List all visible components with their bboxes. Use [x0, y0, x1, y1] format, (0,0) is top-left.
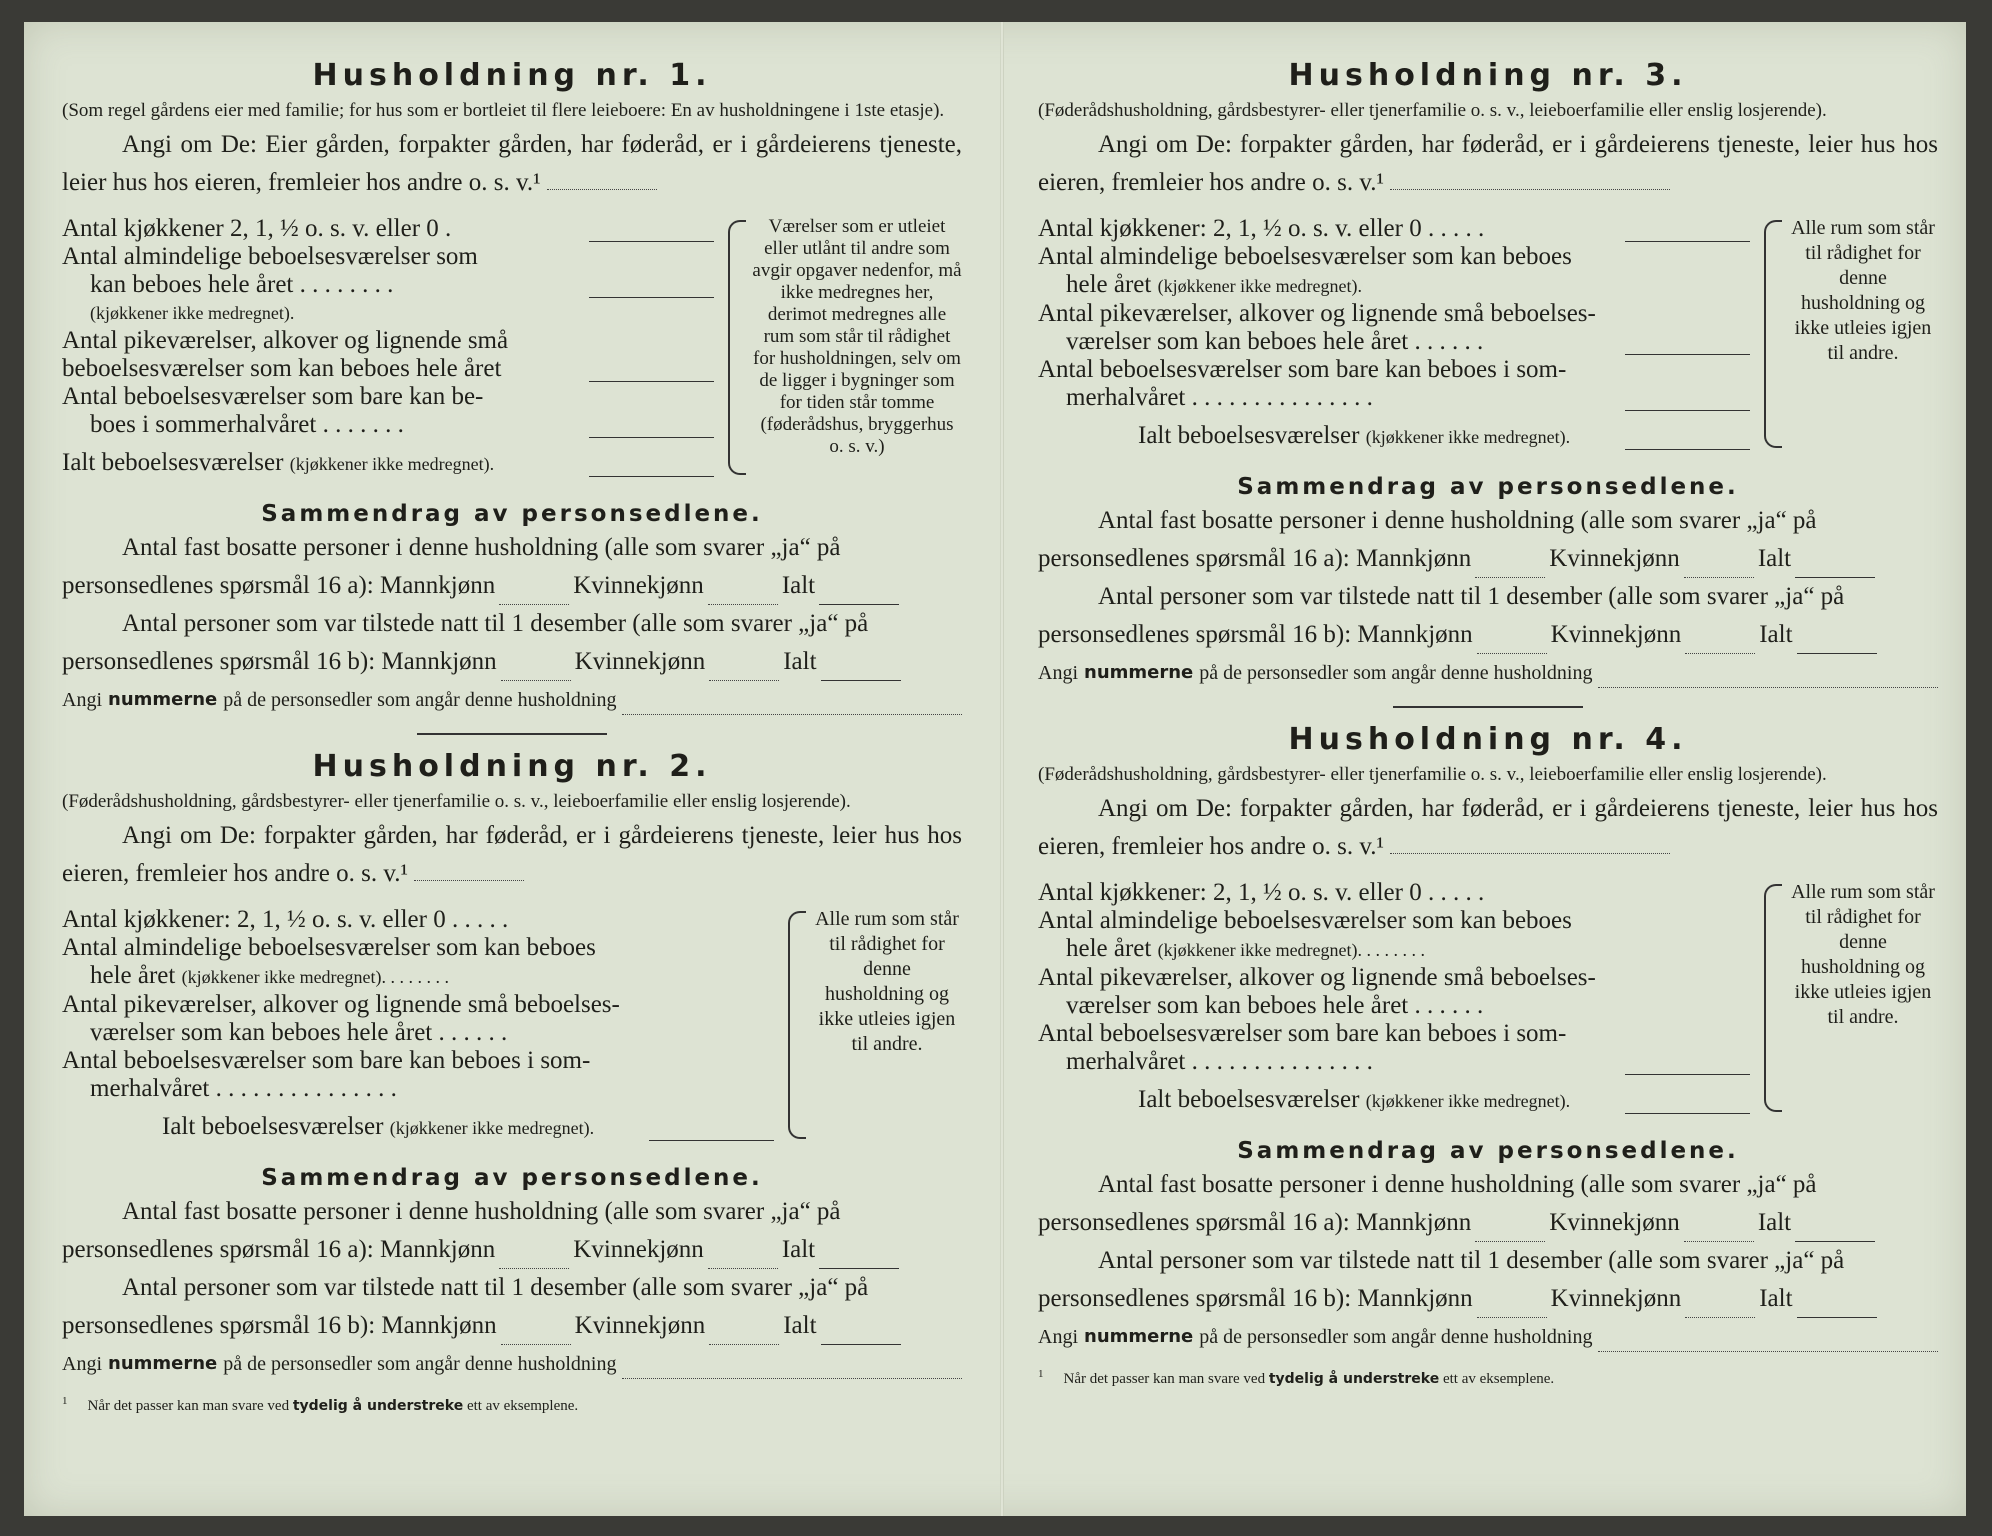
female-field[interactable]	[1685, 1301, 1755, 1318]
male-field[interactable]	[1475, 561, 1545, 578]
kitchens-field[interactable]	[589, 221, 714, 242]
footnote: $^1$ Når det passer kan man svare ved tydelig å understreke ett av eksemplene.	[62, 1395, 579, 1414]
angi-answer-field[interactable]	[1390, 835, 1670, 854]
female-field[interactable]	[1685, 637, 1755, 654]
total-field[interactable]	[819, 1248, 899, 1269]
total-rooms-field[interactable]	[1625, 1093, 1750, 1114]
total-field[interactable]	[819, 584, 899, 605]
angi-answer-field[interactable]	[547, 171, 657, 190]
male-field[interactable]	[501, 1328, 571, 1345]
female-field[interactable]	[708, 588, 778, 605]
total-field[interactable]	[1797, 1297, 1877, 1318]
summer-rooms-field[interactable]	[589, 417, 714, 438]
brace	[1764, 220, 1782, 448]
footnote: $^1$ Når det passer kan man svare ved tydelig å understreke ett av eksemplene.	[1038, 1368, 1555, 1387]
brace	[728, 220, 746, 475]
household-4: Husholdning nr. 4. (Føderådshusholdning, gårdsbestyrer- eller tjenerfamilie o. s. v., leieboerfamilie eller enslig losjerende). Angi om De: forpakter gården, har føderåd, er i gårdeierens tjeneste, leier hus hos eieren, fremleier hos andre o. s. v.¹ Antal kjøkkener: 2, 1, ½ o. s. v. eller 0 . . . . . Antal almindelige beboelsesværelser som kan beboes hele året (kjøkkener ikke medregnet). . . . . . . . Antal pikeværelser, alkover og lignende små beboelses- værelser som kan beboes hele året . . . . . . Antal beboelsesværelser som bare kan beboes i som- merhalvåret . . . . . . . . . . . . . . . Ialt beboelsesværelser (kjøkkener ikke medregnet). Alle rum som står til rådighet for denne husholdning og ikke utleies igjen til andre. Sammendrag av personsedlene. Antal fast bosatte personer i denne husholdning (alle som svarer „ja“ på personsedlenes spørsmål 16 a): Mannkjønn Kvinnekjønn Ialt Antal personer som var tilstede natt til 1 desember (alle som svarer „ja“ på personsedlenes spørsmål 16 b): Mannkjønn Kvinnekjønn Ialt Angi nummerne på de personsedler som angår denne husholdning	[1038, 722, 1938, 1352]
separator	[417, 733, 607, 735]
female-field[interactable]	[708, 1252, 778, 1269]
angi-answer-field[interactable]	[1390, 171, 1670, 190]
small-rooms-field[interactable]	[589, 361, 714, 382]
side-note: Alle rum som står til rådighet for denne husholdning og ikke utleies igjen til andre.	[1791, 881, 1935, 1028]
male-field[interactable]	[501, 664, 571, 681]
brace	[788, 911, 806, 1139]
household-1-title: Husholdning nr. 1.	[312, 58, 712, 93]
rooms-field[interactable]	[589, 277, 714, 298]
right-page	[1038, 58, 1938, 1388]
numbers-field[interactable]	[1598, 673, 1938, 688]
female-field[interactable]	[1684, 1225, 1754, 1242]
male-field[interactable]	[499, 588, 569, 605]
summer-rooms-field[interactable]	[1625, 1054, 1750, 1075]
side-note: Alle rum som står til rådighet for denne husholdning og ikke utleies igjen til andre.	[1791, 217, 1935, 364]
household-3: Husholdning nr. 3. (Føderådshusholdning, gårdsbestyrer- eller tjenerfamilie o. s. v., leieboerfamilie eller enslig losjerende). Angi om De: forpakter gården, har føderåd, er i gårdeierens tjeneste, leier hus hos eieren, fremleier hos andre o. s. v.¹ Antal kjøkkener: 2, 1, ½ o. s. v. eller 0 . . . . . Antal almindelige beboelsesværelser som kan beboes hele året (kjøkkener ikke medregnet). Antal pikeværelser, alkover og lignende små beboelses- værelser som kan beboes hele året . . . . . . Antal beboelsesværelser som bare kan beboes i som- merhalvåret . . . . . . . . . . . . . . . Ialt beboelsesværelser (kjøkkener ikke medregnet). Alle rum som står til rådighet for denne husholdning og ikke utleies igjen til andre. Sammendrag av personsedlene. Antal fast bosatte personer i denne husholdning (alle som svarer „ja“ på personsedlenes spørsmål 16 a): Mannkjønn Kvinnekjønn Ialt Antal personer som var tilstede natt til 1 desember (alle som svarer „ja“ på personsedlenes spørsmål 16 b): Mannkjønn Kvinnekjønn Ialt Angi nummerne på de personsedler som angår denne husholdning	[1038, 58, 1938, 688]
total-field[interactable]	[821, 1324, 901, 1345]
household-2: Husholdning nr. 2. (Føderådshusholdning, gårdsbestyrer- eller tjenerfamilie o. s. v., leieboerfamilie eller enslig losjerende). Angi om De: forpakter gården, har føderåd, er i gårdeierens tjeneste, leier hus hos eieren, fremleier hos andre o. s. v.¹ Antal kjøkkener: 2, 1, ½ o. s. v. eller 0 . . . . . Antal almindelige beboelsesværelser som kan beboes hele året (kjøkkener ikke medregnet). . . . . . . . Antal pikeværelser, alkover og lignende små beboelses- værelser som kan beboes hele året . . . . . . Antal beboelsesværelser som bare kan beboes i som- merhalvåret . . . . . . . . . . . . . . . Ialt beboelsesværelser (kjøkkener ikke medregnet). Alle rum som står til rådighet for denne husholdning og ikke utleies igjen til andre. Sammendrag av personsedlene. Antal fast bosatte personer i denne husholdning (alle som svarer „ja“ på personsedlenes spørsmål 16 a): Mannkjønn Kvinnekjønn Ialt Antal personer som var tilstede natt til 1 desember (alle som svarer „ja“ på personsedlenes spørsmål 16 b): Mannkjønn Kvinnekjønn Ialt Angi nummerne på de personsedler som angår denne husholdning	[62, 749, 962, 1379]
center-fold	[1000, 22, 1004, 1516]
brace	[1764, 884, 1782, 1112]
female-field[interactable]	[709, 664, 779, 681]
household-1-angi: Angi om De: Eier gården, forpakter gården, har føderåd, er i gårdeierens tjeneste, leier hus hos eieren, fremleier hos andre o. s. v.¹	[62, 131, 962, 196]
male-field[interactable]	[499, 1252, 569, 1269]
household-1-rooms: Antal kjøkkener 2, 1, ½ o. s. v. eller 0 . Antal almindelige beboelsesværelser som kan beboes hele året . . . . . . . . (kjøkkener ikke medregnet). Antal pikeværelser, alkover og lignende små beboelsesværelser som kan beboes hele året Antal beboelsesværelser som bare kan be- boes i sommerhalvåret . . . . . . . Ialt beboelsesværelser (kjøkkener ikke medregnet). Værelser som er utleiet eller utlånt til andre som avgir opgaver nedenfor, må ikke medregnes her, derimot medregnes alle rum som står til rådighet for husholdningen, selv om de ligger i bygninger som for tiden står tomme (føderådshus, bryggerhus o. s. v.)	[62, 216, 962, 479]
total-rooms-field[interactable]	[649, 1120, 774, 1141]
numbers-field[interactable]	[622, 700, 962, 715]
summary-title: Sammendrag av personsedlene.	[261, 501, 763, 527]
total-rooms-field[interactable]	[1625, 429, 1750, 450]
female-field[interactable]	[1684, 561, 1754, 578]
numbers-line: Angi nummerne på de personsedler som angår denne husholdning	[62, 685, 962, 715]
male-field[interactable]	[1475, 1225, 1545, 1242]
total-field[interactable]	[1795, 1221, 1875, 1242]
numbers-field[interactable]	[622, 1364, 962, 1379]
household-1-note: (Som regel gårdens eier med familie; for hus som er bortleiet til flere leieboere: En av husholdningene i 1ste etasje).	[62, 100, 945, 121]
side-note: Værelser som er utleiet eller utlånt til andre som avgir opgaver nedenfor, må ikke medregnes her, derimot medregnes alle rum som står til rådighet for husholdningen, selv om de ligger i bygninger som for tiden står tomme (føderådshus, bryggerhus o. s. v.)	[752, 216, 962, 457]
side-note: Alle rum som står til rådighet for denne husholdning og ikke utleies igjen til andre.	[815, 908, 959, 1055]
female-field[interactable]	[709, 1328, 779, 1345]
male-field[interactable]	[1477, 637, 1547, 654]
small-rooms-field[interactable]	[1625, 334, 1750, 355]
total-field[interactable]	[1795, 557, 1875, 578]
household-2-title: Husholdning nr. 2.	[312, 749, 712, 784]
separator	[1393, 706, 1583, 708]
angi-answer-field[interactable]	[414, 862, 524, 881]
total-rooms-field[interactable]	[589, 456, 714, 477]
total-field[interactable]	[1797, 633, 1877, 654]
numbers-field[interactable]	[1598, 1337, 1938, 1352]
total-field[interactable]	[821, 660, 901, 681]
household-1: Husholdning nr. 1. (Som regel gårdens eier med familie; for hus som er bortleiet til flere leieboere: En av husholdningene i 1ste etasje). Angi om De: Eier gården, forpakter gården, har føderåd, er i gårdeierens tjeneste, leier hus hos eieren, fremleier hos andre o. s. v.¹ Antal kjøkkener 2, 1, ½ o. s. v. eller 0 . Antal almindelige beboelsesværelser som kan beboes hele året . . . . . . . . (kjøkkener ikke medregnet). Antal pikeværelser, alkover og lignende små beboelsesværelser som kan beboes hele året Antal beboelsesværelser som bare kan be- boes i sommerhalvåret . . . . . . . Ialt beboelsesværelser (kjøkkener ikke medregnet). Værelser som er utleiet eller utlånt til andre som avgir opgaver nedenfor, må ikke medregnes her, derimot medregnes alle rum som står til rådighet for husholdningen, selv om de ligger i bygninger som for tiden står tomme (føderådshus, bryggerhus o. s. v.) Sammendrag av personsedlene. Antal fast bosatte personer i denne husholdning (alle som svarer „ja“ på personsedlenes spørsmål 16 a): Mannkjønn Kvinnekjønn Ialt Antal personer som var tilstede natt til 1 desember (alle som svarer „ja“ på personsedlenes spørsmål 16 b): Mannkjønn Kvinnekjønn Ialt Angi nummerne på de personsedler som angår denne husholdning	[62, 58, 962, 715]
left-page	[62, 58, 962, 1415]
summer-rooms-field[interactable]	[1625, 390, 1750, 411]
male-field[interactable]	[1477, 1301, 1547, 1318]
kitchens-field[interactable]	[1625, 221, 1750, 242]
